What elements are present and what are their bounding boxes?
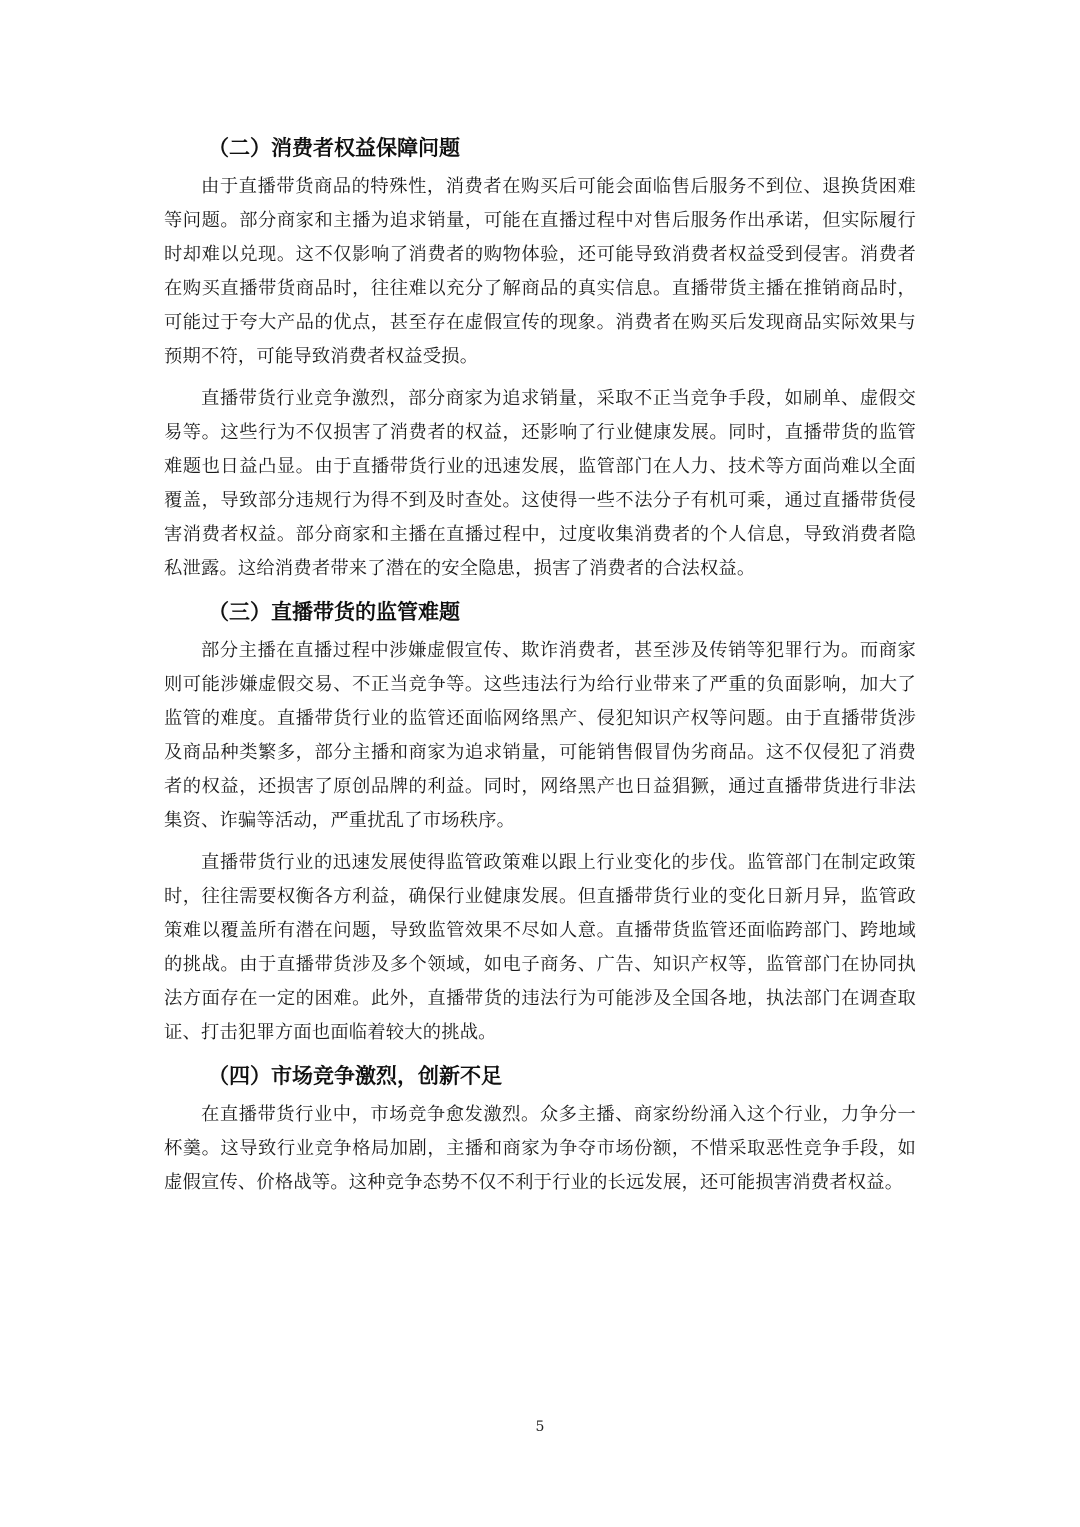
paragraph: 在直播带货行业中，市场竞争愈发激烈。众多主播、商家纷纷涌入这个行业，力争分一杯羹。这导致行业竞争格局加剧，主播和商家为争夺市场份额，不惜采取恶性竞争手段，如虚假宣传、价格战等。这种竞争态势不仅不利于行业的长远发展，还可能损害消费者权益。 — [164, 1104, 916, 1193]
section-heading: （二）消费者权益保障问题 — [208, 136, 460, 160]
paragraph: 直播带货行业的迅速发展使得监管政策难以跟上行业变化的步伐。监管部门在制定政策时，往往需要权衡各方利益，确保行业健康发展。但直播带货行业的变化日新月异，监管政策难以覆盖所有潜在问题，导致监管效果不尽如人意。直播带货监管还面临跨部门、跨地域的挑战。由于直播带货涉及多个领域，如电子商务、广告、知识产权等，监管部门在协同执法方面存在一定的困难。此外，直播带货的违法行为可能涉及全国各地，执法部门在调查取证、打击犯罪方面也面临着较大的挑战。 — [164, 852, 916, 1043]
section-heading: （四）市场竞争激烈，创新不足 — [208, 1064, 502, 1088]
paragraph: 直播带货行业竞争激烈，部分商家为追求销量，采取不正当竞争手段，如刷单、虚假交易等。这些行为不仅损害了消费者的权益，还影响了行业健康发展。同时，直播带货的监管难题也日益凸显。由于直播带货行业的迅速发展，监管部门在人力、技术等方面尚难以全面覆盖，导致部分违规行为得不到及时查处。这使得一些不法分子有机可乘，通过直播带货侵害消费者权益。部分商家和主播在直播过程中，过度收集消费者的个人信息，导致消费者隐私泄露。这给消费者带来了潜在的安全隐患，损害了消费者的合法权益。 — [164, 388, 916, 579]
section-regulation — [164, 594, 916, 1050]
paragraph: 部分主播在直播过程中涉嫌虚假宣传、欺诈消费者，甚至涉及传销等犯罪行为。而商家则可能涉嫌虚假交易、不正当竞争等。这些违法行为给行业带来了严重的负面影响，加大了监管的难度。直播带货行业的监管还面临网络黑产、侵犯知识产权等问题。由于直播带货涉及商品种类繁多，部分主播和商家为追求销量，可能销售假冒伪劣商品。这不仅侵犯了消费者的权益，还损害了原创品牌的利益。同时，网络黑产也日益猖獗，通过直播带货进行非法集资、诈骗等活动，严重扰乱了市场秩序。 — [164, 640, 916, 831]
section-heading: （三）直播带货的监管难题 — [208, 600, 460, 624]
page-body — [164, 130, 916, 1208]
paragraph: 由于直播带货商品的特殊性，消费者在购买后可能会面临售后服务不到位、退换货困难等问题。部分商家和主播为追求销量，可能在直播过程中对售后服务作出承诺，但实际履行时却难以兑现。这不仅影响了消费者的购物体验，还可能导致消费者权益受到侵害。消费者在购买直播带货商品时，往往难以充分了解商品的真实信息。直播带货主播在推销商品时，可能过于夸大产品的优点，甚至存在虚假宣传的现象。消费者在购买后发现商品实际效果与预期不符，可能导致消费者权益受损。 — [164, 176, 916, 367]
section-consumer-rights — [164, 130, 916, 586]
page-number: 5 — [535, 1419, 545, 1435]
section-competition — [164, 1058, 916, 1200]
